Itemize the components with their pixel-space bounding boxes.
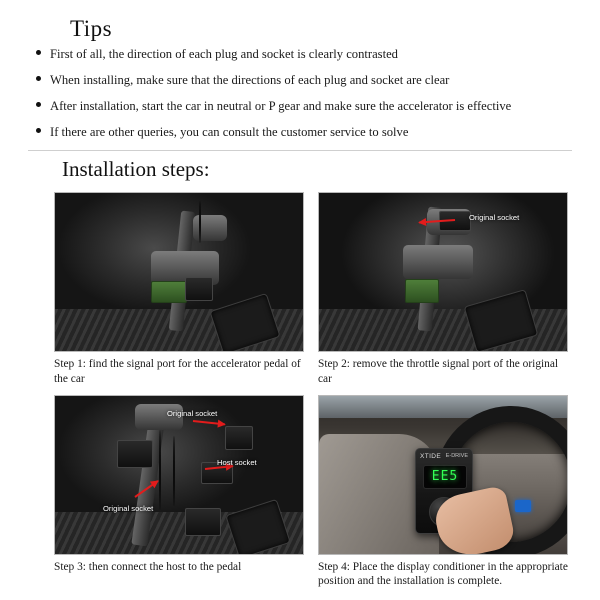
step-cell-4 [318,395,568,592]
tip-item [22,124,578,141]
annotation-original-socket-bottom: Original socket [103,503,154,513]
steps-grid [54,192,578,591]
original-socket-left [117,440,153,468]
tips-title: Tips [70,16,113,41]
host-module [185,508,221,536]
tip-text: After installation, start the car in neutral or P gear and make sure the accelerator is effective [50,99,512,113]
step-cell-2 [318,192,568,389]
device-screen [423,465,467,489]
green-connector [405,279,439,303]
bullet-icon [36,128,41,133]
device-brand: XTIDE [420,452,442,460]
tip-item [22,46,578,63]
step-1-photo [54,192,304,352]
step-3-photo [54,395,304,555]
device-sub-brand: E-DRIVE [445,452,468,459]
bullet-icon [36,76,41,81]
tip-text: When installing, make sure that the directions of each plug and socket are clear [50,73,450,87]
tip-text: If there are other queries, you can consult the customer service to solve [50,125,409,139]
tip-text: First of all, the direction of each plug and socket is clearly contrasted [50,47,398,61]
bullet-icon [36,50,41,55]
step-2-photo [318,192,568,352]
section-divider [28,150,572,151]
step-4-photo [318,395,568,555]
annotation-host-socket: Host socket [217,457,257,467]
green-connector [151,281,187,303]
step-4-caption: Step 4: Place the display conditioner in the appropriate position and the installation is complete. [318,560,568,588]
step-1-caption: Step 1: find the signal port for the accelerator pedal of the car [54,358,301,385]
original-socket-top [225,426,253,450]
dashboard-button [515,500,531,512]
step-3-caption: Step 3: then connect the host to the pedal [54,560,242,573]
step-cell-3 [54,395,304,592]
installation-steps-title: Installation steps: [62,157,210,181]
tip-item [22,98,578,115]
annotation-original-socket-top: Original socket [167,408,218,418]
device-display-value: EE5 [431,469,459,485]
tip-item [22,72,578,89]
harness-wire [159,430,161,510]
bullet-icon [36,102,41,107]
black-connector [185,277,213,301]
harness-wire [199,201,201,243]
step-2-caption: Step 2: remove the throttle signal port of the original car [318,358,559,385]
tips-list [22,46,578,141]
callout-arrow [193,420,225,425]
step-cell-1 [54,192,304,389]
annotation-original-socket: Original socket [469,213,520,222]
pedal-housing [403,245,473,279]
harness-wire [173,436,175,506]
